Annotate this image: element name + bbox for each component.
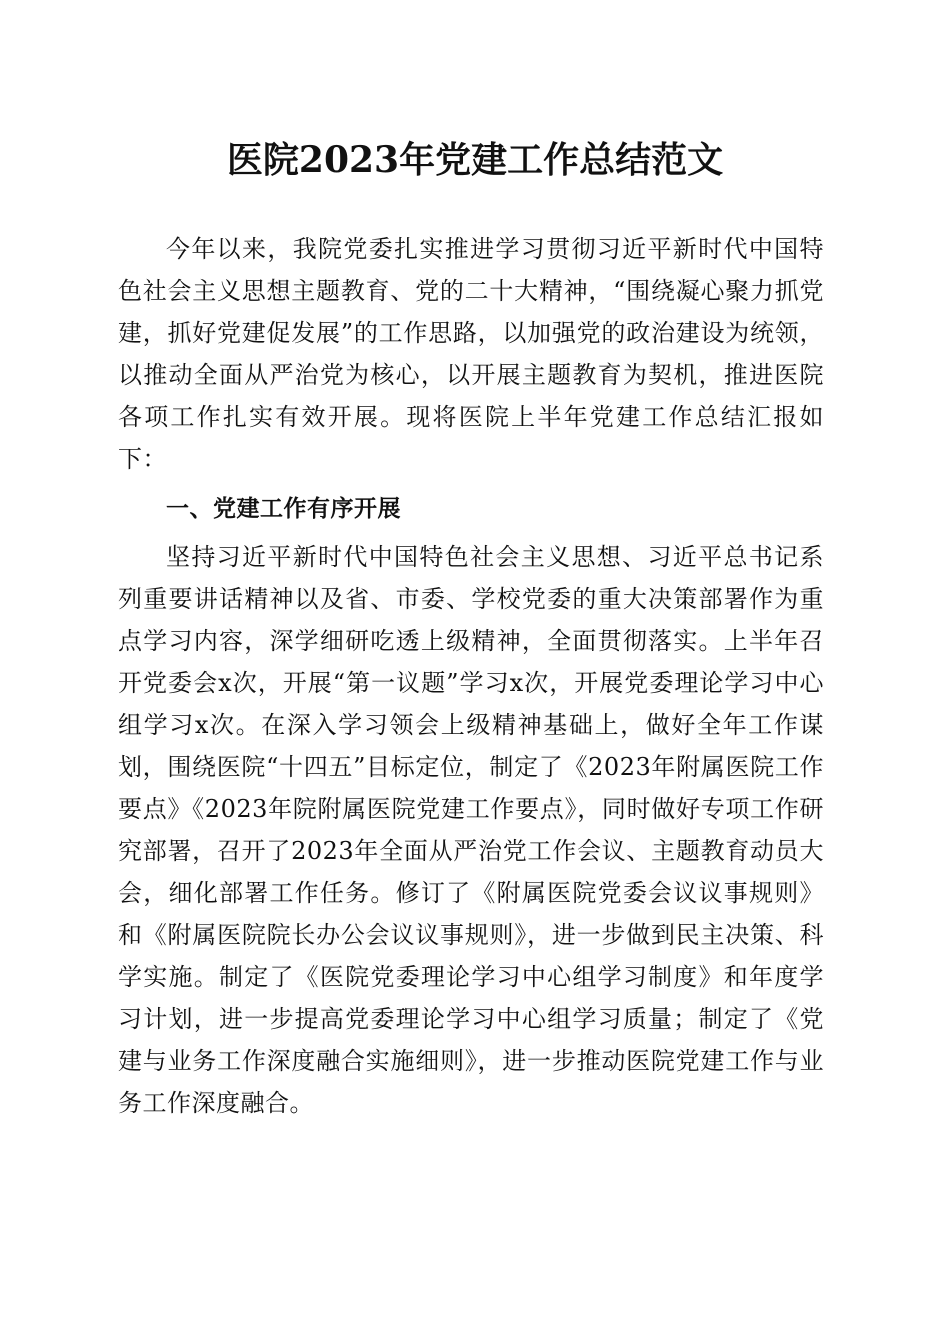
document-body xyxy=(118,228,824,1132)
section-1-paragraph: 坚持习近平新时代中国特色社会主义思想、习近平总书记系列重要讲话精神以及省、市委、学校党委的重大决策部署作为重点学习内容，深学细研吃透上级精神，全面贯彻落实。上半年召开党委会x次，开展“第一议题”学习x次，开展党委理论学习中心组学习x次。在深入学习领会上级精神基础上，做好全年工作谋划，围绕医院“十四五”目标定位，制定了《2023年附属医院工作要点》《2023年院附属医院党建工作要点》，同时做好专项工作研究部署，召开了2023年全面从严治党工作会议、主题教育动员大会，细化部署工作任务。修订了《附属医院党委会议议事规则》和《附属医院院长办公会议议事规则》，进一步做到民主决策、科学实施。制定了《医院党委理论学习中心组学习制度》和年度学习计划，进一步提高党委理论学习中心组学习质量；制定了《党建与业务工作深度融合实施细则》，进一步推动医院党建工作与业务工作深度融合。 xyxy=(118,543,824,1117)
intro-paragraph: 今年以来，我院党委扎实推进学习贯彻习近平新时代中国特色社会主义思想主题教育、党的二十大精神，“围绕凝心聚力抓党建，抓好党建促发展”的工作思路，以加强党的政治建设为统领，以推动全面从严治党为核心，以开展主题教育为契机，推进医院各项工作扎实有效开展。现将医院上半年党建工作总结汇报如下： xyxy=(118,235,824,473)
section-1-heading: 一、党建工作有序开展 xyxy=(166,496,401,522)
document-title: 医院2023年党建工作总结范文 xyxy=(226,139,724,181)
